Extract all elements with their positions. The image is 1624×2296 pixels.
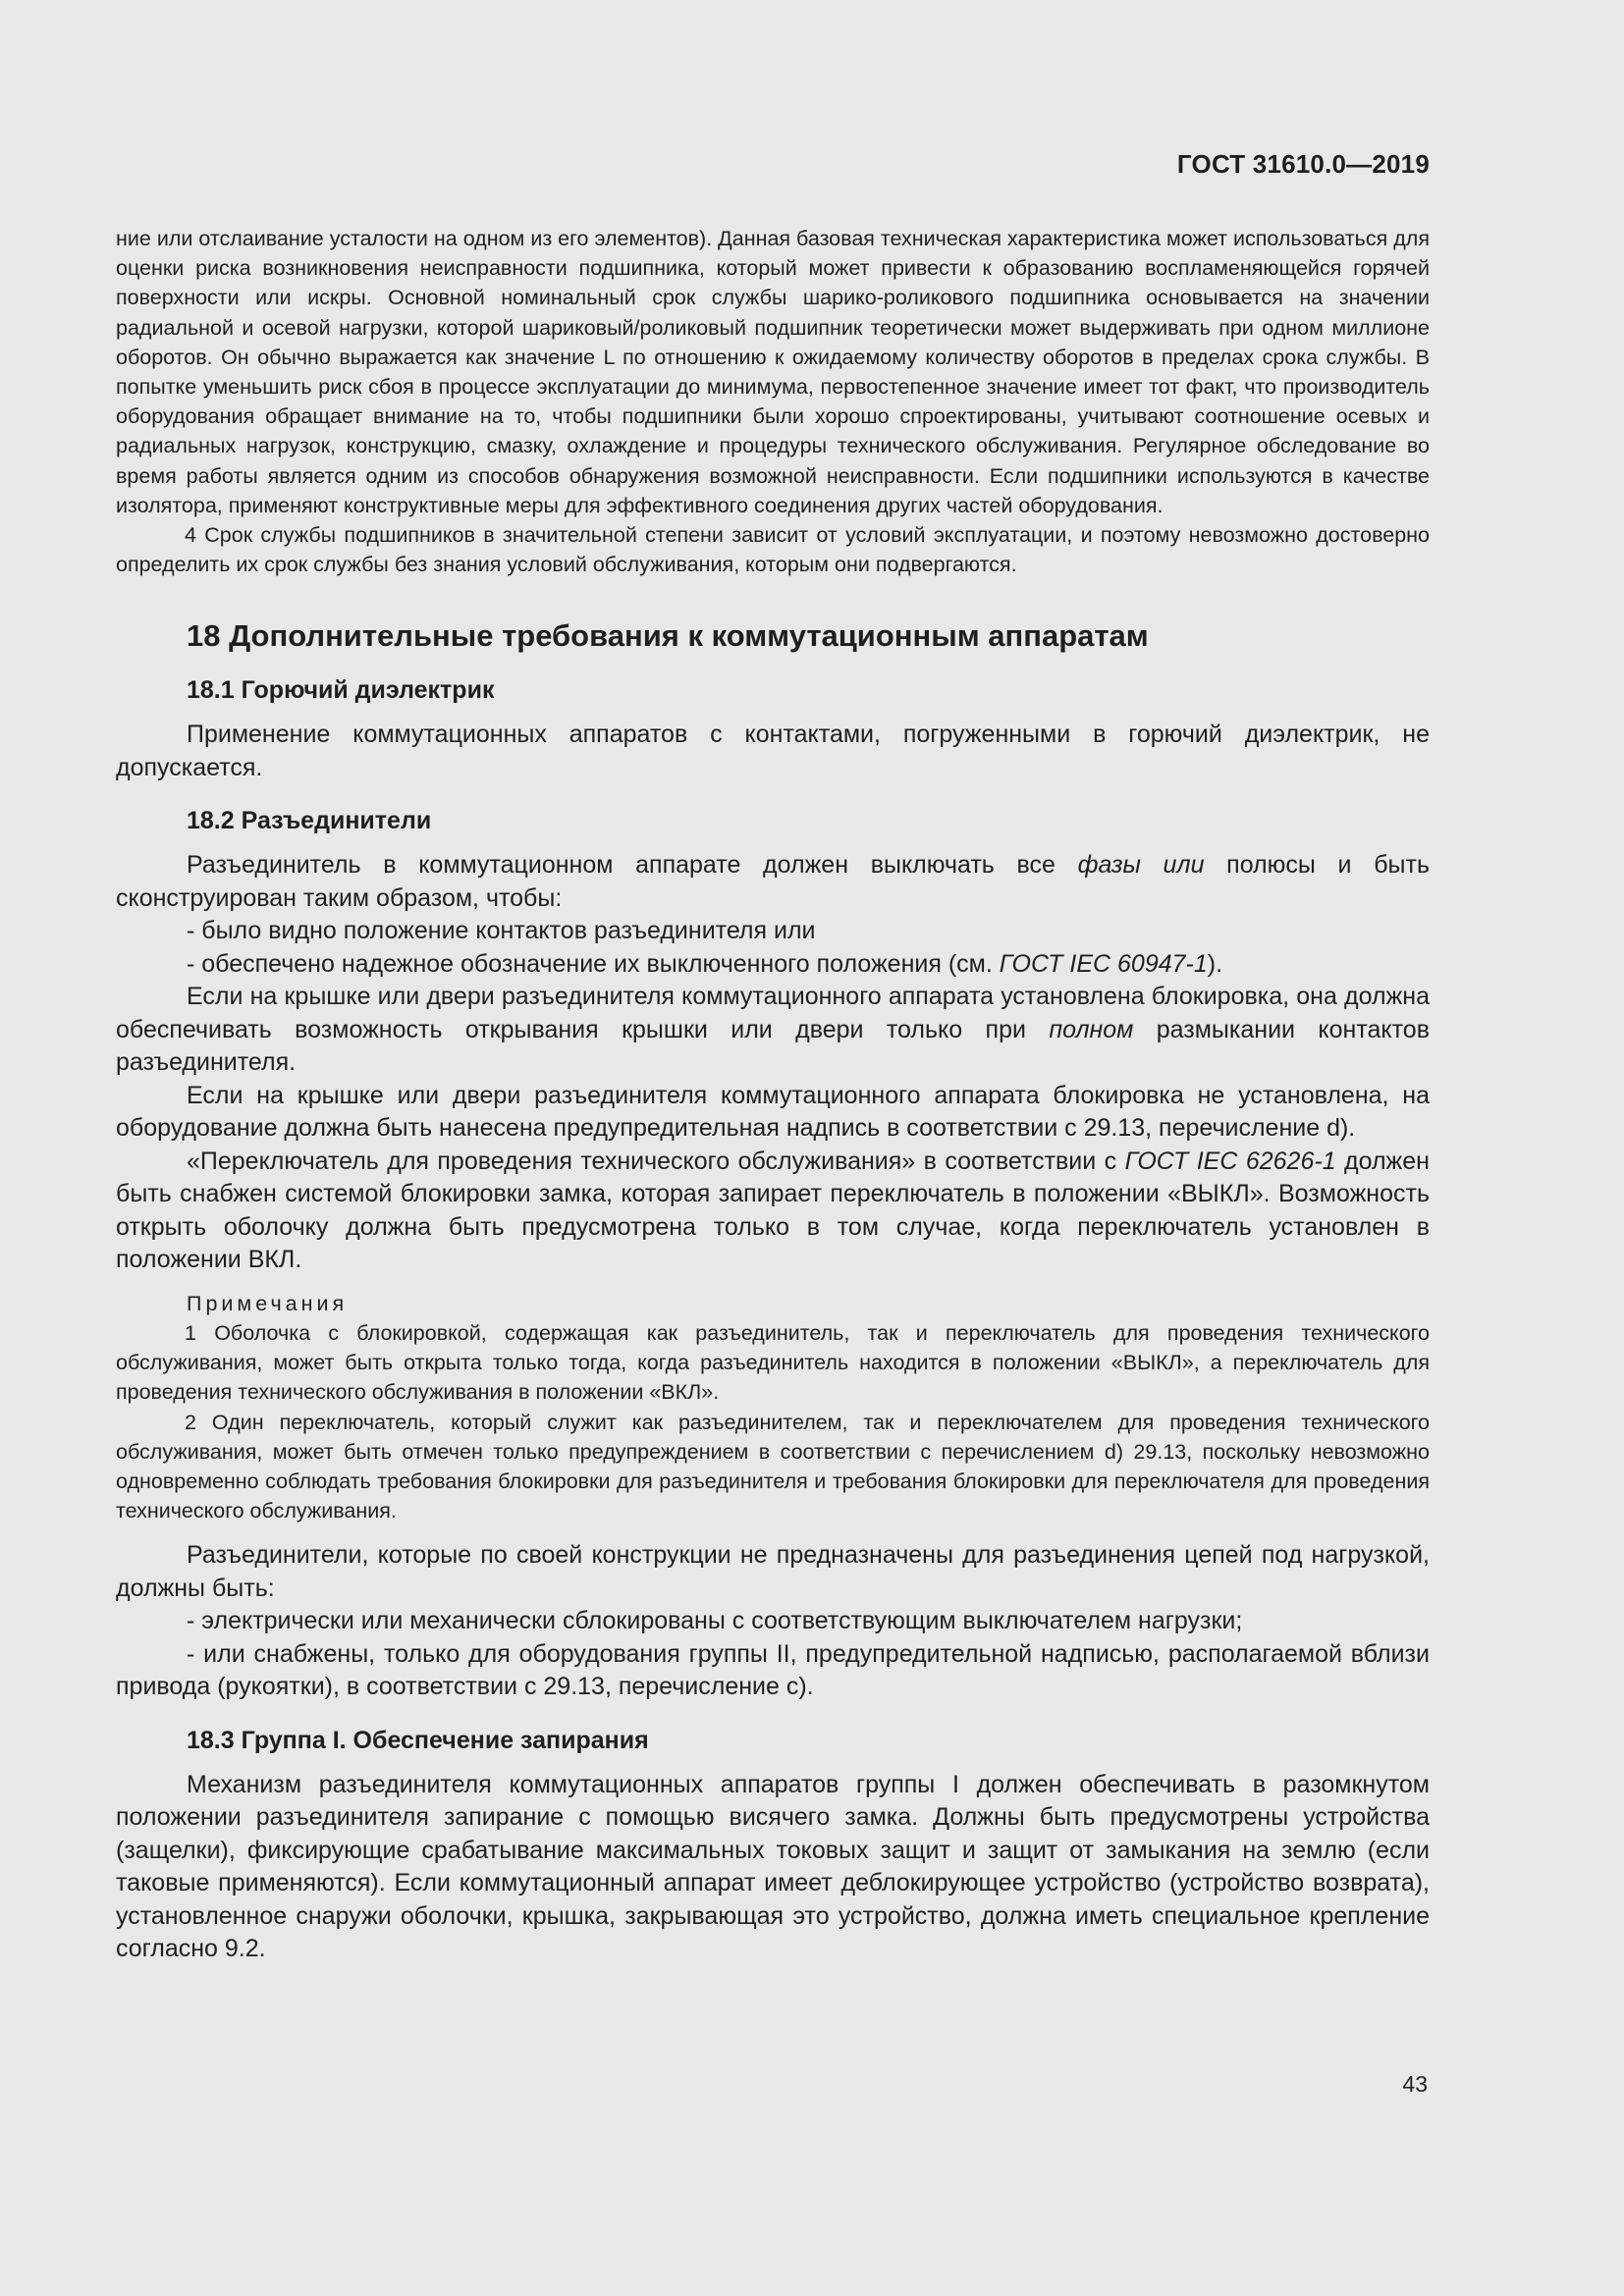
section-18-2-paragraph-2: Если на крышке или двери разъединителя коммутационного аппарата установлена блокировка, она должна обеспечивать возможность открывания крышки или двери только при полном размыкании контактов разъединителя. <box>116 983 1430 1077</box>
page-content <box>116 224 1430 1966</box>
note-4: 4 Срок службы подшипников в значительной степени зависит от условий эксплуатации, и поэтому невозможно достоверно определить их срок службы без знания условий обслуживания, которым они подвергаются. <box>116 523 1430 577</box>
note-2: 2 Один переключатель, который служит как разъединителем, так и переключателем для проведения технического обслуживания, может быть отмечен только предупреждением в соответствии с перечислением d) 29.13, поскольку невозможно одновременно соблюдать требования блокировки для разъединителя и требования блокировки для переключателя для проведения технического обслуживания. <box>116 1410 1430 1523</box>
section-18-3-heading: 18.3 Группа I. Обеспечение запирания <box>187 1726 649 1754</box>
list-item-off-position: - обеспечено надежное обозначение их выключенного положения (см. ГОСТ IEC 60947-1). <box>187 949 1223 978</box>
section-18-2-heading: 18.2 Разъединители <box>187 807 432 835</box>
section-18-2-paragraph-1: Разъединитель в коммутационном аппарате должен выключать все фазы или полюсы и быть сконструирован таким образом, чтобы: <box>116 851 1430 912</box>
note-1: 1 Оболочка с блокировкой, содержащая как разъединитель, так и переключатель для проведения технического обслуживания, может быть открыта только тогда, когда разъединитель находится в положении «ВЫКЛ», а переключатель для проведения технического обслуживания в положении «ВКЛ». <box>116 1320 1430 1405</box>
section-18-1-heading: 18.1 Горючий диэлектрик <box>187 676 495 705</box>
section-18-3-paragraph: Механизм разъединителя коммутационных аппаратов группы I должен обеспечивать в разомкнутом положении разъединителя запирание с помощью висячего замка. Должны быть предусмотрены устройства (защелки), фиксирующие срабатывание максимальных токовых защит и защит от замыкания на землю (если таковые применяются). Если коммутационный аппарат имеет деблокирующее устройство (устройство возврата), установленное снаружи оболочки, крышка, закрывающая это устройство, должна иметь специальное крепление согласно 9.2. <box>116 1770 1430 1963</box>
document-code: ГОСТ 31610.0—2019 <box>1176 149 1430 179</box>
section-18-2-paragraph-5: Разъединители, которые по своей конструкции не предназначены для разъединения цепей под нагрузкой, должны быть: <box>116 1541 1430 1602</box>
notes-heading: Примечания <box>187 1291 349 1315</box>
section-18-2-paragraph-4: «Переключатель для проведения технического обслуживания» в соответствии с ГОСТ IEC 62626-1 должен быть снабжен системой блокировки замка, которая запирает переключатель в положении «ВЫКЛ». Возможность открыть оболочку должна быть предусмотрена только в том случае, когда переключатель установлен в положении ВКЛ. <box>116 1147 1430 1274</box>
list-item-warning-label: - или снабжены, только для оборудования группы II, предупредительной надписью, располагаемой вблизи привода (рукоятки), в соответствии с 29.13, перечисление с). <box>116 1639 1430 1701</box>
list-item-contacts-visible: - было видно положение контактов разъединителя или <box>187 917 816 945</box>
list-item-interlocked: - электрически или механически сблокированы с соответствующим выключателем нагрузки; <box>187 1607 1243 1635</box>
section-18-1-paragraph: Применение коммутационных аппаратов с контактами, погруженными в горючий диэлектрик, не допускается. <box>116 721 1430 781</box>
page-number: 43 <box>1402 2071 1428 2097</box>
section-18-heading: 18 Дополнительные требования к коммутационным аппаратам <box>187 618 1149 654</box>
section-18-2-paragraph-3: Если на крышке или двери разъединителя коммутационного аппарата блокировка не установлена, на оборудование должна быть нанесена предупредительная надпись в соответствии с 29.13, перечисление d). <box>116 1081 1430 1143</box>
bearing-paragraph: ние или отслаивание усталости на одном из его элементов). Данная базовая техническая характеристика может использоваться для оценки риска возникновения неисправности подшипника, который может привести к образованию воспламеняющейся горячей поверхности или искры. Основной номинальный срок службы шарико-роликового подшипника основывается на значении радиальной и осевой нагрузки, которой шариковый/роликовый подшипник теоретически может выдерживать при одном миллионе оборотов. Он обычно выражается как значение L по отношению к ожидаемому количеству оборотов в пределах срока службы. В попытке уменьшить риск сбоя в процессе эксплуатации до минимума, первостепенное значение имеет тот факт, что производитель оборудования обращает внимание на то, чтобы подшипники были хорошо спроектированы, учитывают соотношение осевых и радиальных нагрузок, конструкцию, смазку, охлаждение и процедуры технического обслуживания. Регулярное обследование во время работы является одним из способов обнаружения возможной неисправности. Если подшипники используются в качестве изолятора, применяют конструктивные меры для эффективного соединения других частей оборудования. <box>116 227 1430 517</box>
